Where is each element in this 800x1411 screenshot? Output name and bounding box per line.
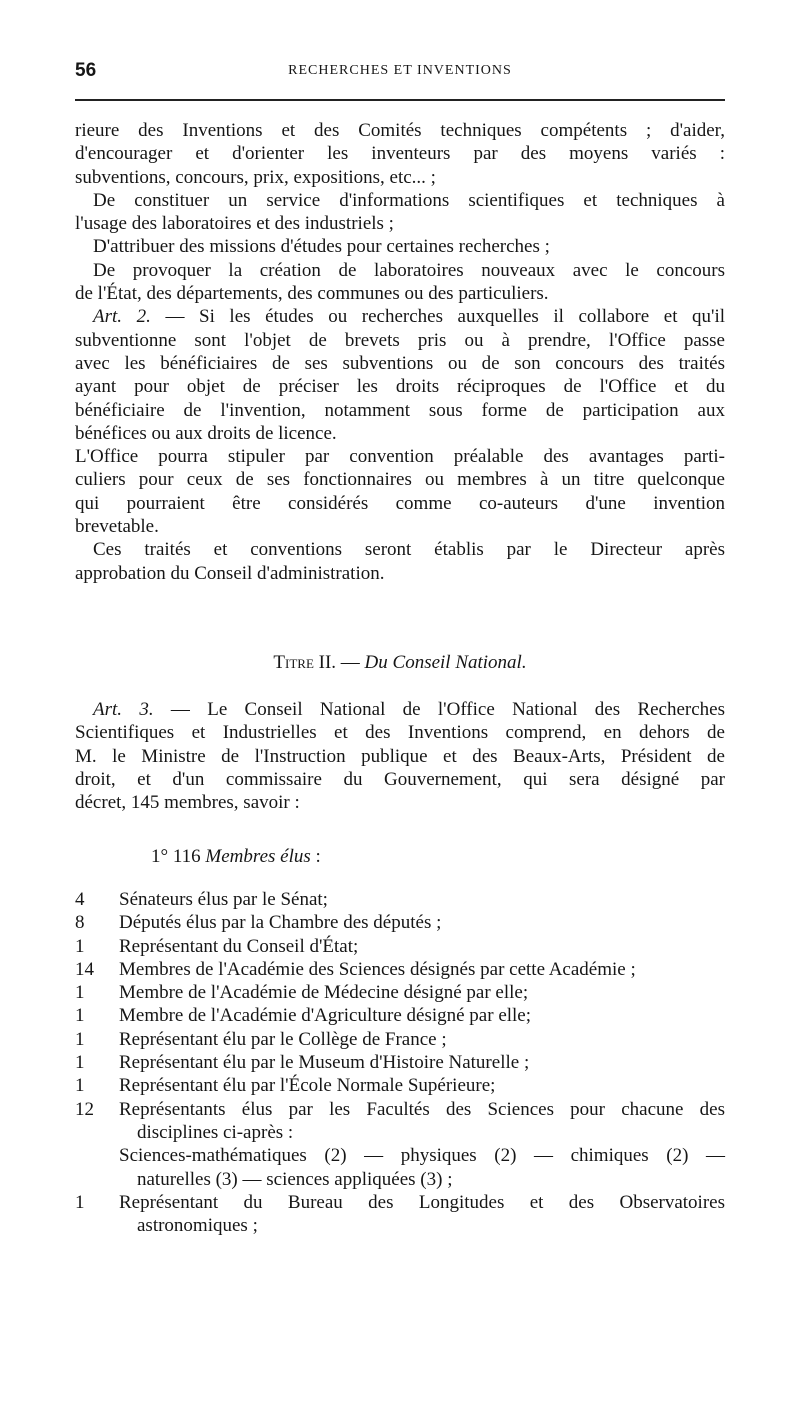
text-line: décret, 145 membres, savoir :: [75, 792, 300, 814]
page-number: 56: [75, 60, 97, 81]
article-2-line: Art. 2. — Si les études ou recherches auxquelles il collabore et qu'il: [93, 306, 726, 328]
text-line: subventionne sont l'objet de brevets pris ou à prendre, l'Office passe: [75, 329, 725, 351]
text-line: M. le Ministre de l'Instruction publique et des Beaux-Arts, Président de: [75, 745, 725, 767]
text-line: approbation du Conseil d'administration.: [75, 562, 385, 584]
text-line: l'usage des laboratoires et des industriels ;: [75, 213, 394, 235]
running-title: RECHERCHES ET INVENTIONS: [288, 63, 512, 78]
list-item: 14 Membres de l'Académie des Sciences désignés par cette Académie ;: [75, 958, 636, 980]
text-line: De constituer un service d'informations scientifiques et techniques à: [93, 189, 725, 211]
header-rule: [75, 99, 725, 101]
list-item: 12 Représentants élus par les Facultés des Sciences pour chacune des: [75, 1098, 725, 1120]
text-line: culiers pour ceux de ses fonctionnaires ou membres à un titre quelconque: [75, 469, 725, 491]
text-line: de l'État, des départements, des communes ou des particuliers.: [75, 283, 549, 305]
list-item-continuation: disciplines ci-après :: [137, 1121, 294, 1143]
text-line: bénéfices ou aux droits de licence.: [75, 422, 337, 444]
list-item: 1 Membre de l'Académie de Médecine désigné par elle;: [75, 982, 529, 1004]
text-line: qui pourraient être considérés comme co-auteurs d'une invention: [75, 492, 725, 514]
text-line: Scientifiques et Industrielles et des Inventions comprend, en dehors de: [75, 722, 725, 744]
text-line: D'attribuer des missions d'études pour certaines recherches ;: [93, 236, 550, 258]
text-line: Ces traités et conventions seront établis par le Directeur après: [93, 539, 725, 561]
article-label: Art. 2.: [93, 306, 151, 328]
text-line: L'Office pourra stipuler par convention préalable des avantages parti-: [75, 446, 725, 468]
disciplines-line: Sciences-mathématiques (2) — physiques (2) — chimiques (2) —: [119, 1145, 725, 1167]
members-list: [75, 888, 725, 1237]
text-line: ayant pour objet de préciser les droits réciproques de l'Office et du: [75, 376, 725, 398]
subheading: 1° 116 Membres élus :: [151, 846, 321, 867]
text-line: avec les bénéficiaires de ses subventions ou de son concours des traités: [75, 352, 725, 374]
disciplines-line: naturelles (3) — sciences appliquées (3) ;: [137, 1168, 453, 1190]
text-line: subventions, concours, prix, expositions, etc... ;: [75, 166, 436, 188]
text-line: bénéficiaire de l'invention, notamment sous forme de participation aux: [75, 399, 725, 421]
text-line: De provoquer la création de laboratoires nouveaux avec le concours: [93, 259, 725, 281]
list-item: 1 Représentant du Bureau des Longitudes et des Observatoires: [75, 1191, 725, 1213]
body-block-2: [75, 698, 725, 814]
article-3-line: Art. 3. — Le Conseil National de l'Office National des Recherches: [93, 699, 725, 720]
text-line: d'encourager et d'orienter les inventeurs par des moyens variés :: [75, 143, 725, 165]
page-header: [75, 60, 725, 86]
text-line: brevetable.: [75, 516, 159, 538]
section-title: Titre II. — Du Conseil National.: [273, 652, 527, 673]
text-line: rieure des Inventions et des Comités techniques compétents ; d'aider,: [75, 120, 725, 141]
body-block-1: [75, 119, 725, 585]
list-item: 1 Représentant élu par le Collège de France ;: [75, 1028, 447, 1050]
list-item: 4 Sénateurs élus par le Sénat;: [75, 889, 328, 910]
list-item: 1 Représentant élu par l'École Normale Supérieure;: [75, 1075, 496, 1097]
list-item: 8 Députés élus par la Chambre des députés ;: [75, 912, 442, 934]
list-item: 1 Représentant du Conseil d'État;: [75, 935, 359, 957]
text-line: droit, et d'un commissaire du Gouvernement, qui sera désigné par: [75, 768, 725, 790]
list-item: 1 Membre de l'Académie d'Agriculture désigné par elle;: [75, 1005, 532, 1027]
list-item: 1 Représentant élu par le Museum d'Histoire Naturelle ;: [75, 1052, 530, 1074]
list-item-continuation: astronomiques ;: [137, 1215, 258, 1237]
article-label: Art. 3.: [93, 699, 154, 720]
